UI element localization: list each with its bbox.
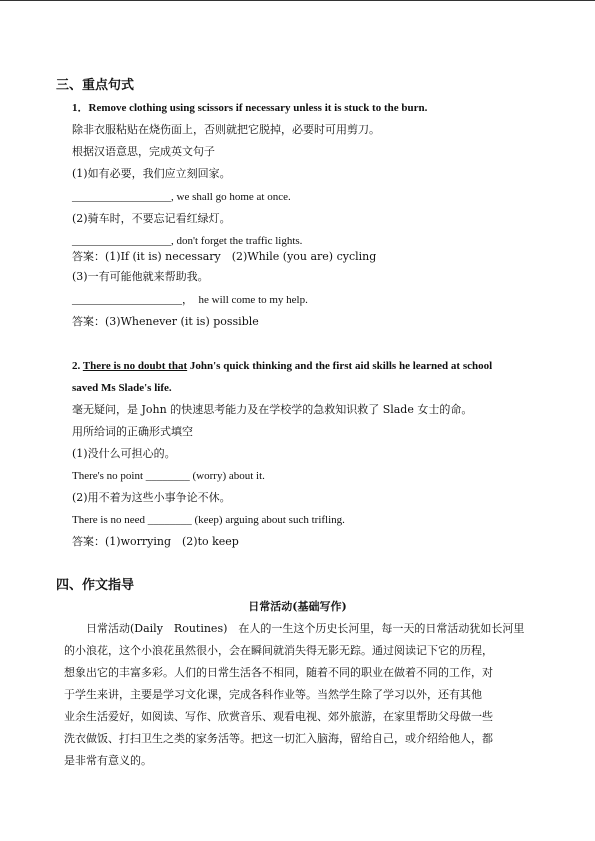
item-1-question-3: (3)一有可能他就来帮助我。 bbox=[72, 270, 209, 283]
item-2-heading-line-2: saved Ms Slade's life. bbox=[72, 382, 172, 394]
item-1-question-2-line: __________________, don't forget the traffic lights. bbox=[72, 235, 303, 247]
item-1-translation: 除非衣服粘贴在烧伤面上，否则就把它脱掉，必要时可用剪刀。 bbox=[72, 123, 380, 136]
essay-line: 日常活动(Daily Routines) 在人的一生这个历史长河里，每一天的日常活动犹如长河里 bbox=[64, 622, 525, 635]
item-2-instruction: 用所给词的正确形式填空 bbox=[72, 425, 193, 438]
item-1-heading: 1．Remove clothing using scissors if necessary unless it is stuck to the burn. bbox=[72, 102, 428, 114]
essay-line: 洗衣做饭、打扫卫生之类的家务活等。把这一切汇入脑海，留给自己，或介绍给他人，都 bbox=[64, 732, 493, 745]
item-2-question-2-line: There is no need ________ (keep) arguing about such trifling. bbox=[72, 514, 345, 526]
item-1-instruction: 根据汉语意思，完成英文句子 bbox=[72, 145, 215, 158]
item-2-translation: 毫无疑问，是 John 的快速思考能力及在学校学的急救知识救了 Slade 女士的命。 bbox=[72, 403, 473, 416]
essay-line: 业余生活爱好，如阅读、写作、欣赏音乐、观看电视、郊外旅游，在家里帮助父母做一些 bbox=[64, 710, 493, 723]
item-1-question-3-line: ____________________， he will come to my help. bbox=[72, 294, 308, 306]
item-2-number: 2. bbox=[72, 360, 83, 372]
section-3-title: 三、重点句式 bbox=[56, 78, 135, 93]
item-1-answer-1-2: 答案：(1)If (it is) necessary (2)While (you are) cycling bbox=[72, 250, 377, 263]
item-1-question-1-line: __________________, we shall go home at once. bbox=[72, 191, 291, 203]
item-2-question-1: (1)没什么可担心的。 bbox=[72, 447, 176, 460]
item-1-answer-3: 答案：(3)Whenever (it is) possible bbox=[72, 315, 259, 328]
essay-title: 日常活动(基础写作) bbox=[248, 600, 347, 613]
item-2-heading bbox=[72, 359, 492, 373]
item-2-answer: 答案：(1)worrying (2)to keep bbox=[72, 535, 239, 548]
item-2-question-2: (2)用不着为这些小事争论不休。 bbox=[72, 491, 231, 504]
item-1-question-2: (2)骑车时，不要忘记看红绿灯。 bbox=[72, 212, 231, 225]
essay-line: 是非常有意义的。 bbox=[64, 754, 152, 767]
essay-line: 的小浪花，这个小浪花虽然很小，会在瞬间就消失得无影无踪。通过阅读记下它的历程， bbox=[64, 644, 493, 657]
item-2-heading-rest: John's quick thinking and the first aid skills he learned at school bbox=[187, 360, 493, 372]
top-rule bbox=[0, 0, 595, 1]
item-1-question-1: (1)如有必要，我们应立刻回家。 bbox=[72, 167, 231, 180]
essay-line: 想象出它的丰富多彩。人们的日常生活各不相同，随着不同的职业在做着不同的工作，对 bbox=[64, 666, 493, 679]
section-4-title: 四、作文指导 bbox=[56, 578, 135, 593]
essay-line: 于学生来讲，主要是学习文化课，完成各科作业等。当然学生除了学习以外，还有其他 bbox=[64, 688, 482, 701]
item-2-key-phrase: There is no doubt that bbox=[82, 360, 188, 372]
item-2-question-1-line: There's no point ________ (worry) about it. bbox=[72, 470, 265, 482]
